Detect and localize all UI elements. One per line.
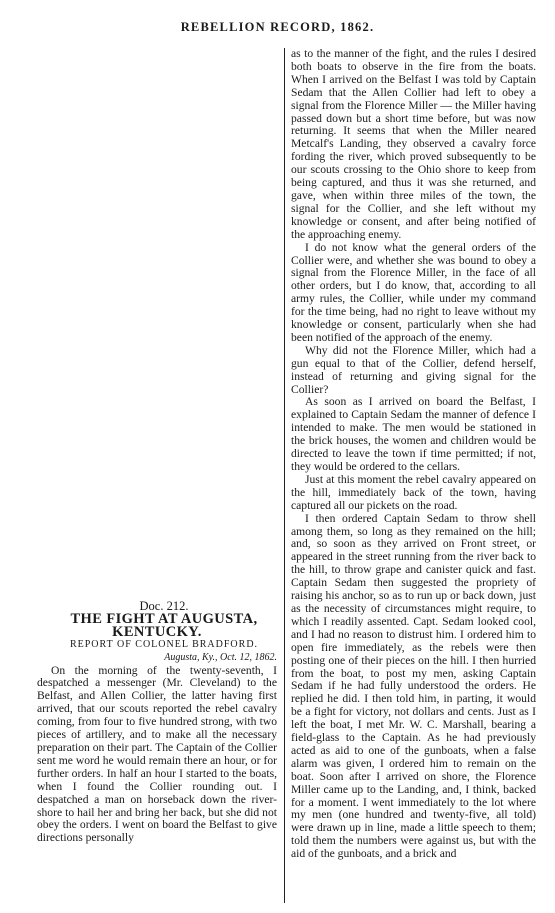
running-header: REBELLION RECORD, 1862. (180, 20, 375, 34)
column-divider (284, 48, 285, 903)
paragraph: I then ordered Captain Sedam to throw shell among them, so long as they remained on the hill; and, so soon as they arrived on Front street, or appeared in the street running from the river back to the hill, to throw grape and canister quick and fast. Captain Sedam then suggested the propriety of raising his anchor, so as to run up or back down, just as the necessity of circumstances might require, to which I readily assented. Capt. Sedam looked cool, and I had no reason to distrust him. I ordered him to open fire immediately, as the rebels were then posting one of their pieces on the hill. I then hurried from the boat, to post my men, asking Captain Sedam if he had fully understood the orders. He replied he did. I then told him, in parting, it would be a fight for victory, not dollars and cents. Just as I left the boat, I met Mr. W. C. Marshall, bearing a field-glass to the Captain. As he had previously acted as aid to one of the gunboats, when a false alarm was given, I ordered him to remain on the boat. Soon after I arrived on shore, the Florence Miller came up to the Landing, and, I think, backed for a moment. I went immediately to the lot where my men (one hundred and twenty-five, all told) were drawn up in line, made a little speech to them; told them the numbers were against us, but with the aid of the gunboats, and a brick and (291, 511, 536, 861)
paragraph: as to the manner of the fight, and the rules I desired both boats to observe in the fire from the boats. When I arrived on the Belfast I was told by Captain Sedam that the Allen Collier had left to obey a signal from the Florence Miller — the Miller having passed down but a short time before, but was now returning. It seems that when the Miller neared Metcalf's Landing, they observed a cavalry force fording the river, which proved subsequently to be our scouts crossing to the Ohio shore to keep from being captured, and thus it was she returned, and gave, when within three miles of the town, the signal for the Collier, and she left without my knowledge or consent, and after being notified of the approaching enemy. (291, 47, 536, 241)
document-number: Doc. 212. (139, 599, 189, 613)
paragraph: As soon as I arrived on board the Belfast, I explained to Captain Sedam the manner of defence I intended to make. The men would be stationed in the brick houses, the women and children would be directed to leave the town if time permitted; if not, they would be ordered to the cellars. (291, 395, 536, 473)
paragraph: Why did not the Florence Miller, which had a gun equal to that of the Collier, defend herself, instead of returning and giving signal for the Collier? (291, 343, 536, 396)
paragraph: On the morning of the twenty-seventh, I despatched a messenger (Mr. Cleveland) to the Belfast, and Allen Collier, the latter having first arrived, that our scouts reported the rebel cavalry coming, from four to five hundred strong, with two pieces of artillery, and to make all the necessary preparation on their part. The Captain of the Collier sent me word he would remain there an hour, or for further orders. In half an hour I started to the boats, when I found the Collier rounding out. I despatched a man on horseback down the river-shore to hail her and bring her back, but she did not obey the orders. I went on board the Belfast to give directions personally (37, 663, 277, 845)
paragraph: I do not know what the general orders of the Collier were, and whether she was bound to obey a signal from the Florence Miller, in the face of all other orders, but I do know, that, according to all army rules, the Collier, while under my command for the time being, had no right to leave without my knowledge or consent, particularly when she had been notified of the approach of the enemy. (291, 240, 536, 344)
dateline: Augusta, Ky., Oct. 12, 1862. (164, 651, 277, 663)
paragraph: Just at this moment the rebel cavalry appeared on the hill, immediately back of the town, having captured all our pickets on the road. (291, 472, 536, 512)
right-column (291, 48, 536, 861)
report-heading: REPORT OF COLONEL BRADFORD. (69, 638, 259, 650)
document-title: THE FIGHT AT AUGUSTA, KENTUCKY. (70, 610, 258, 640)
left-column (37, 600, 277, 845)
